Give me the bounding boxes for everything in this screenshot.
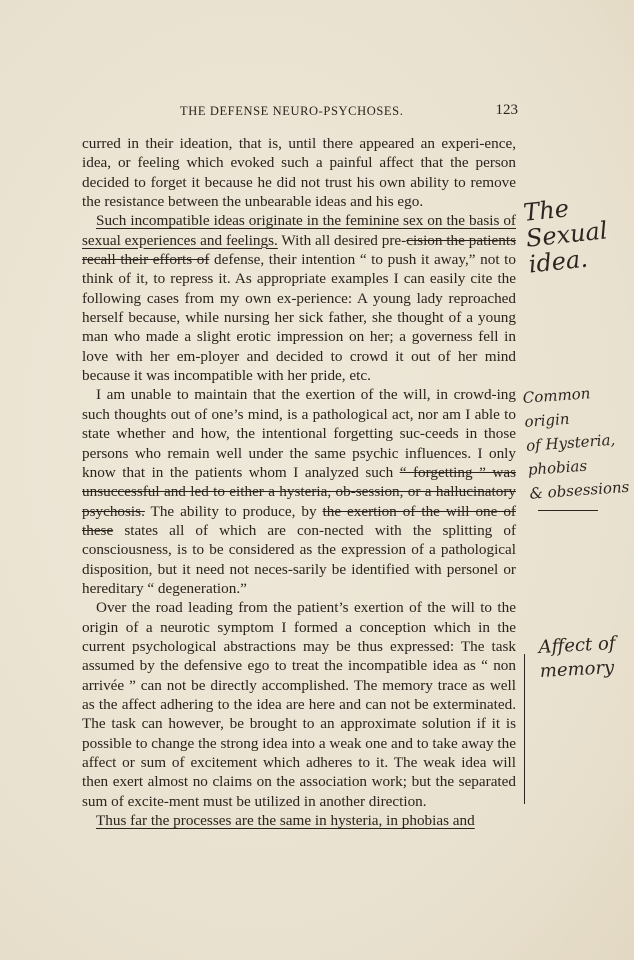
underlined-text: Thus far the processes are the same in hysteria, in phobias and [96, 812, 475, 830]
margin-note-line: Common origin [522, 384, 591, 431]
body-text [82, 134, 516, 830]
struck-text: “ forgetting ” was unsuccessful and led to either a hysteria, ob-session, or a hallucinatory psychosis. [82, 463, 516, 520]
margin-note-line: Affect of [538, 632, 616, 658]
paragraph [82, 811, 516, 830]
text-run: Over the road leading from the patient’s exertion of the will to the origin of a neurotic symptom I formed a conception which in the current psychological abstractions may be thus expressed: The task assumed by the defensive ego to treat the incompatible idea as “ non arrivée ” can not be directly accomplished. The memory trace as well as the affect adhering to the idea are here and can not be exterminated. The task can however, be brought to an approximate solution if it is possible to change the strong idea into a weak one and to take away the affect or sum of excitement which adheres to it. The weak idea will then exert almost no claims on the association work; but the separated sum of excite-ment must be utilized in another direction. [82, 599, 516, 810]
running-title: THE DEFENSE NEURO-PSYCHOSES. [180, 104, 404, 118]
margin-note-line: phobias [527, 456, 588, 479]
margin-note-sexual-idea: The Sexual idea. [521, 194, 609, 279]
text-run: The ability to produce, by [144, 502, 323, 520]
text-run: defense, their intention “ to push it away,” not to think of it, to repress it. As appropriate examples I can easily cite the following cases from my own ex-perience: A young lady reproached herself because, while nursing her sick father, she thought of a young man who made a slight erotic impression on her; a governess fell in love with her em-ployer and decided to crowd it out of her mind because it was incompatible with her pride, etc. [82, 251, 516, 385]
text-run: states all of which are con-nected with the splitting of consciousness, is to be considered as the expression of a pathological disposition, but it need not neces-sarily be identified with personel or hereditary “ degeneration.” [82, 521, 516, 597]
page-number: 123 [495, 102, 518, 118]
margin-rule [538, 510, 598, 511]
margin-bracket-line [524, 654, 525, 804]
margin-note-line: memory [539, 657, 615, 682]
margin-note-line: & obsessions [528, 477, 630, 503]
text-run: With all desired pre- [277, 231, 407, 249]
margin-note-line: of Hysteria, [525, 430, 616, 455]
paragraph [82, 598, 516, 811]
margin-note-affect-of-memory [538, 631, 634, 684]
paragraph [82, 134, 516, 211]
text-run: I am unable to maintain that the exertion of the will, in crowd-ing such thoughts out of one’s mind, is a pathological act, nor am I able to state whether and how, the intentional forgetting suc-ceeds in those persons who remain well under the same psychic influences. I only know that in the patients whom I analyzed such [82, 386, 516, 481]
margin-note-common-origin [522, 378, 634, 506]
text-run: curred in their ideation, that is, until there appeared an experi-ence, idea, or feeling which evoked such a painful affect that the person decided to forget it because he did not trust his own ability to remove the resistance between the unbearable ideas and his ego. [82, 135, 516, 211]
paragraph [82, 211, 516, 385]
paragraph [82, 385, 516, 598]
underlined-text: Such incompatible ideas originate in the feminine sex on the basis of sexual experiences and feelings. [82, 212, 516, 249]
struck-text: cision the patients recall their efforts of [82, 231, 516, 269]
struck-text: the exertion of the will one of these [82, 502, 516, 539]
